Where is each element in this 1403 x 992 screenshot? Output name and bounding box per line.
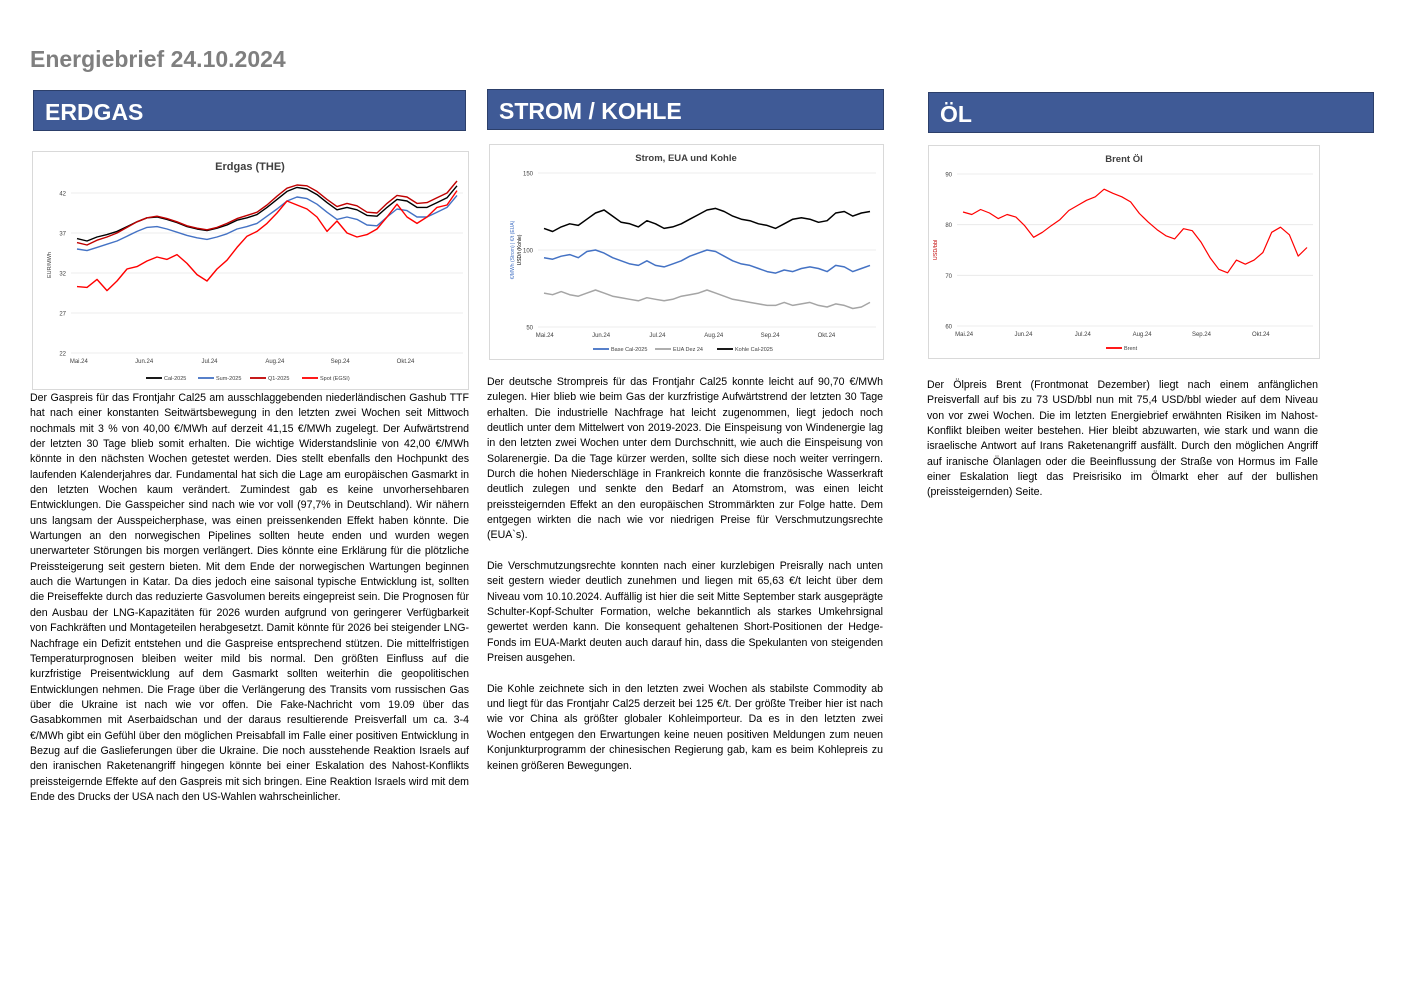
x-tick-label: Okt.24 (396, 359, 415, 365)
paragraph-strom-1: Der deutsche Strompreis für das Frontjahr Cal25 konnte leicht auf 90,70 €/MWh zulegen. Hier blieb wie beim Gas der kurzfristige Aufwärtstrend der letzten 30 Tage erhalten. Die industrielle Nachfrage hat leicht zugenommen, liegt jedoch noch deutlich unter dem Mittelwert von 2019-2023. Die Einspeisung von Windenergie lag in den letzten zwei Wochen unter dem Durchschnitt, wie auch die Einspeisung von Solarenergie. Da die Tage kürzer werden, sollte sich diese noch weiter verringern. Durch die hohen Niederschläge in Frankreich konnte die französische Wasserkraft deutlich zulegen und senkte den Bedarf an Atomstrom, was einen leicht preissteigernden Effekt an den europäischen Strommärkten zur Folge hatte. Dem entgegen wirkten die nach wie vor niedrigen Preise für Verschmutzungsrechte (EUA`s). (487, 376, 883, 542)
x-tick-label: Sep.24 (330, 359, 350, 365)
y-tick-label: 80 (945, 223, 952, 230)
y-tick-label: 90 (945, 172, 952, 179)
y-tick-label: 22 (59, 351, 66, 358)
section-header-strom-kohle: STROM / KOHLE (487, 89, 884, 130)
x-tick-label: Jun.24 (592, 333, 611, 339)
x-tick-label: Mai.24 (69, 359, 88, 365)
y-tick-label: 100 (522, 248, 533, 255)
chart-title: Strom, EUA und Kohle (635, 153, 737, 164)
text-column-strom (487, 375, 883, 789)
y-tick-label: 27 (59, 311, 66, 318)
legend-label: Spot (EGSI) (320, 376, 350, 383)
x-tick-label: Jul.24 (1074, 332, 1091, 338)
legend-label: Kohle Cal-2025 (735, 347, 773, 354)
legend-label: EUA Dez 24 (673, 347, 703, 354)
chart-strom-eua-kohle (489, 144, 884, 360)
paragraph-erdgas-1: Der Gaspreis für das Frontjahr Cal25 am ausschlaggebenden niederländischen Gashub TTF hat nach einer konstanten Seitwärtsbewegung in den letzten zwei Wochen seit Mittwoch nochmals mit 3 % von 40,00 €/MWh auf derzeit 41,15 €/MWh zugelegt. Der Aufwärtstrend der letzten 30 Tage blieb somit erhalten. Die wichtige Widerstandslinie von 42,00 €/MWh könnte in den nächsten Wochen getestet werden. Dies stellt ebenfalls den Hochpunkt des laufenden Kalenderjahres dar. Fundamental hat sich die Lage am europäischen Gasmarkt in den letzten Wochen kaum verändert. Zumindest gab es keine unvorhersehbaren Entwicklungen. Die Gasspeicher sind nach wie vor voll (97,7% in Deutschland). Wir nähern uns langsam der Ausspeicherphase, was einen preissenkenden Effekt haben könnte. Die Wartungen an den norwegischen Pipelines sollten heute enden und wurden wegen unerwarteter Störungen bis morgen verlängert. Dies könnte eine Erklärung für die plötzliche Preissteigerung seit gestern bieten. Mit dem Ende der norwegischen Wartungen beginnen auch die Wartungen in Katar. Da dies jedoch eine saisonal typische Entwicklung ist, sollten die Preiseffekte durch das reduzierte Gasvolumen bereits eingepreist sein. Die Prognosen für den Ausbau der LNG-Kapazitäten für 2026 wurden aufgrund von geringerer Verfügbarkeit von Fachkräften und Montageteilen herabgesetzt. Damit könnte für 2026 bei steigender LNG-Nachfrage ein Defizit entstehen und die Gaspreise entsprechend stützen. Die mittelfristigen Temperaturprognosen bleiben weiter mild bis normal. Den größten Einfluss auf die kurzfristige Preisentwicklung auf dem Gasmarkt sollten weiterhin die geopolitischen Entwicklungen nehmen. Die Frage über die Verlängerung des Transits vom russischen Gas über die Ukraine ist nach wie vor offen. Die Fake-Nachricht vom 19.09 über das Gasabkommen mit Aserbaidschan und der daraus resultierende Preisverfall um ca. 3-4 €/MWh gibt ein Gefühl über den möglichen Preisabfall im Falle einer positiven Entwicklung in Bezug auf die Gaslieferungen über die Ukraine. Die noch ausstehende Reaktion Israels auf den iranischen Raketenangriff hingegen könnte bei einer Eskalation des Nahost-Konflikts preissteigernde Effekte auf den Gaspreis mit sich bringen. Eine Reaktion Israels wird mit dem Ende des Drucks der USA nach den US-Wahlen wahrscheinlicher. (30, 392, 469, 803)
series-line-base-cal-2025 (544, 250, 870, 273)
legend-label: Sum-2025 (216, 376, 242, 383)
x-tick-label: Jun.24 (1014, 332, 1033, 338)
y-tick-label: 32 (59, 271, 66, 278)
y-axis-label-left: €/MWh (Strom) | €/t (EUA) (510, 220, 516, 280)
y-tick-label: 37 (59, 231, 66, 238)
series-line-kohle-cal-2025 (544, 208, 870, 231)
legend-label: Brent (1124, 346, 1138, 353)
chart-erdgas (32, 151, 469, 390)
chart-erdgas-svg (33, 152, 468, 389)
y-axis-label: EUR/MWh (47, 252, 53, 278)
y-axis-label-right: USD/t (Kohle) (517, 234, 523, 266)
y-tick-label: 42 (59, 191, 66, 198)
x-tick-label: Sep.24 (1191, 332, 1211, 338)
x-tick-label: Jun.24 (135, 359, 154, 365)
y-axis-label: USD/bbl (933, 239, 939, 261)
chart-title: Erdgas (THE) (215, 161, 285, 173)
paragraph-strom-2: Die Verschmutzungsrechte konnten nach einer kurzlebigen Preisrally nach unten seit gestern wieder deutlich zunehmen und liegen mit 65,63 €/t leicht über dem Niveau vom 10.10.2024. Auffällig ist hier die seit Mitte September stark ausgeprägte Schulter-Kopf-Schulter Formation, welche bekanntlich als starkes Umkehrsignal gewertet werden kann. Die konsequent gehaltenen Short-Positionen der Hedge-Fonds im EUA-Markt deuten auch darauf hin, dass die Spekulanten von steigenden Preisen ausgehen. (487, 560, 883, 665)
chart-strom-svg (490, 145, 883, 359)
paragraph-oel-1: Der Ölpreis Brent (Frontmonat Dezember) liegt nach einem anfänglichen Preisverfall auf bis zu 73 USD/bbl nun mit 75,4 USD/bbl wieder auf dem Niveau von vor zwei Wochen. Die im letzten Energiebrief erwähnten Risiken im Nahost-Konflikt bleiben weiter bestehen. Hier bleibt abzuwarten, wie stark und wann die israelische Antwort auf Irans Raketenangriff ausfällt. Durch den möglichen Angriff auf iranische Ölanlagen oder die Beeinflussung der Straße von Hormus im Falle einer Eskalation liegt das Preisrisiko im Ölmarkt eher auf der bullishen (preissteigernden) Seite. (927, 379, 1318, 499)
series-line-q1-2025 (77, 181, 457, 245)
paragraph-strom-3: Die Kohle zeichnete sich in den letzten zwei Wochen als stabilste Commodity ab und liegt für das Frontjahr Cal25 derzeit bei 125 €/t. Der größte Treiber hier ist nach wie vor China als größter globaler Kohleimporteur. Da es in den letzten zwei Wochen entgegen den Erwartungen keine neuen positiven Meldungen zum neuen Konjunkturprogramm der chinesischen Regierung gab, kam es beim Kohlepreis zu keinen größeren Bewegungen. (487, 682, 883, 772)
legend-label: Cal-2025 (164, 376, 187, 383)
y-tick-label: 60 (945, 324, 952, 331)
y-tick-label: 50 (526, 325, 533, 332)
section-header-erdgas: ERDGAS (33, 90, 466, 131)
series-line-brent (963, 189, 1307, 273)
x-tick-label: Mai.24 (955, 332, 974, 338)
y-tick-label: 70 (945, 273, 952, 280)
x-tick-label: Aug.24 (1132, 332, 1152, 338)
x-tick-label: Sep.24 (760, 333, 780, 339)
page-title: Energiebrief 24.10.2024 (30, 46, 286, 72)
x-tick-label: Okt.24 (817, 333, 836, 339)
chart-brent (928, 145, 1320, 359)
x-tick-label: Jul.24 (201, 359, 218, 365)
text-column-erdgas (30, 391, 469, 821)
series-line-eua-dez-24 (544, 290, 870, 309)
legend-label: Q1-2025 (268, 376, 290, 383)
text-column-oel (927, 378, 1318, 516)
x-tick-label: Aug.24 (265, 359, 285, 365)
section-header-oel: ÖL (928, 92, 1374, 133)
legend-label: Base Cal-2025 (611, 347, 648, 354)
x-tick-label: Aug.24 (704, 333, 724, 339)
x-tick-label: Mai.24 (535, 333, 554, 339)
chart-title: Brent Öl (1105, 154, 1143, 165)
x-tick-label: Okt.24 (1251, 332, 1270, 338)
chart-brent-svg (929, 146, 1319, 358)
x-tick-label: Jul.24 (649, 333, 666, 339)
y-tick-label: 150 (522, 171, 533, 178)
